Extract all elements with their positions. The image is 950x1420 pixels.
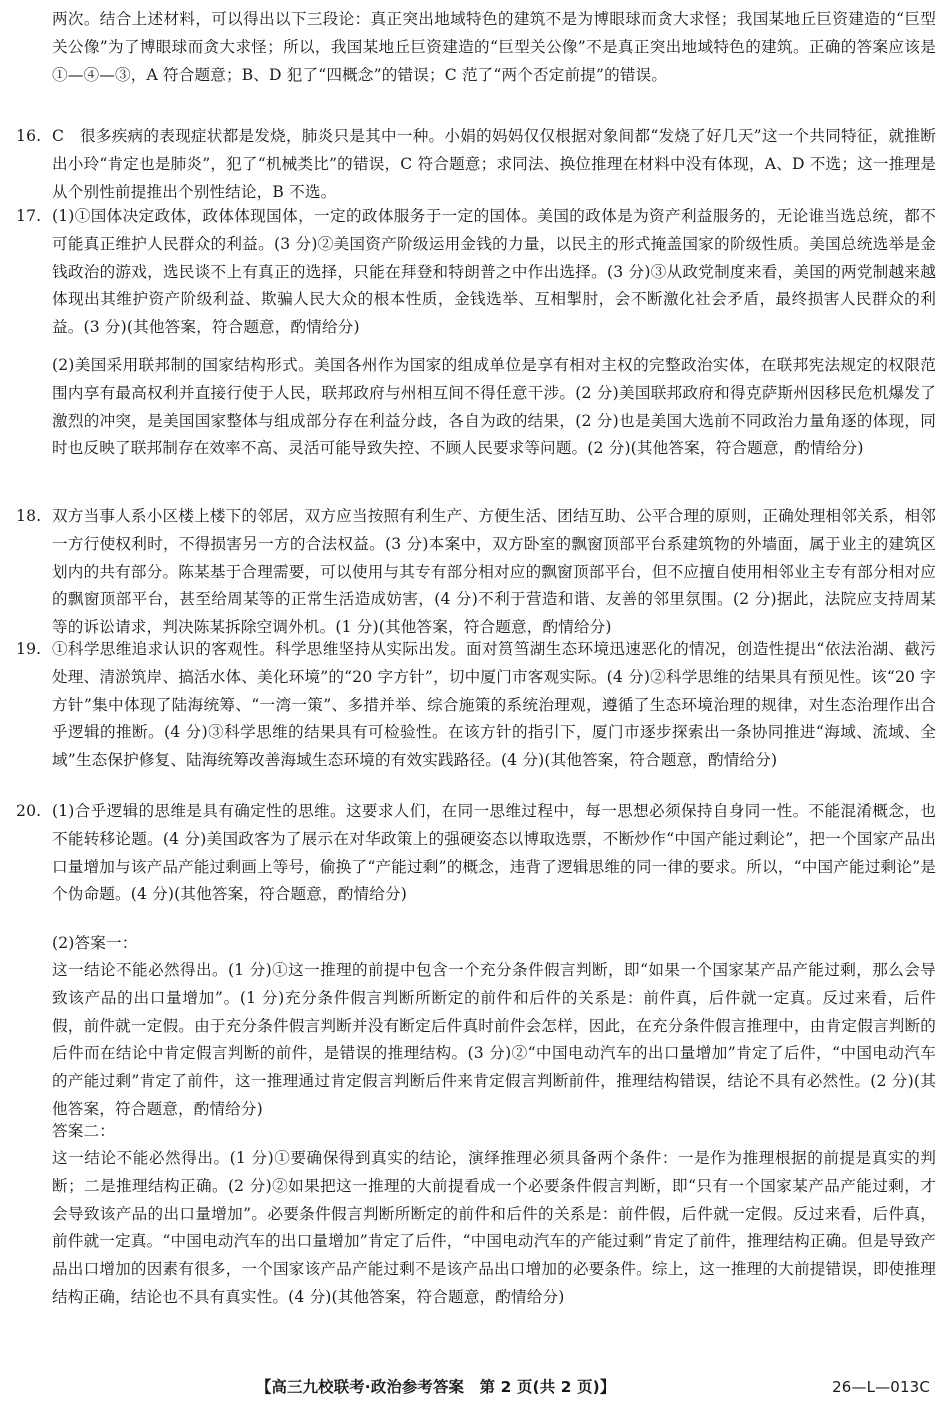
- answer-item-19: [16, 636, 936, 775]
- item-text: 双方当事人系小区楼上楼下的邻居，双方应当按照有利生产、方便生活、团结互助、公平合理的原则，正确处理相邻关系，相邻一方行使权利时，不得损害另一方的合法权益。(3 分)本案中，双方卧室的飘窗顶部平台系建筑物的外墙面，属于业主的建筑区划内的共有部分。陈某基于合理需要，可以使用与其专有部分相对应的飘窗顶部平台，但不应擅自使用相邻业主专有部分相对应的飘窗顶部平台，甚至给周某等的正常生活造成妨害，(4 分)不利于营造和谐、友善的邻里氛围。(2 分)据此，法院应支持周某等的诉讼请求，判决陈某拆除空调外机。(1 分)(其他答案，符合题意，酌情给分): [52, 507, 936, 637]
- answer-one-text: 这一结论不能必然得出。(1 分)①这一推理的前提中包含一个充分条件假言判断，即“如果一个国家某产品产能过剩，那么会导致该产品的出口量增加”。(1 分)充分条件假言判断所断定的前件和后件的关系是：前件真，后件就一定真。反过来看，后件假，前件就一定假。由于充分条件假言判断并没有断定后件真时前件会怎样，因此，在充分条件假言推理中，由肯定假言判断的后件而在结论中肯定假言判断的前件，是错误的推理结构。(3 分)②“中国电动汽车的出口量增加”肯定了后件，“中国电动汽车的产能过剩”肯定了前件，这一推理通过肯定假言判断后件来肯定假言判断前件，推理结构错误，结论不具有必然性。(2 分)(其他答案，符合题意，酌情给分): [52, 961, 936, 1118]
- answer-two-text: 这一结论不能必然得出。(1 分)①要确保得到真实的结论，演绎推理必须具备两个条件：一是作为推理根据的前提是真实的判断；二是推理结构正确。(2 分)②如果把这一推理的大前提看成一个必要条件假言判断，即“只有一个国家某产品产能过剩，才会导致该产品的出口量增加”。必要条件假言判断所断定的前件和后件的关系是：前件假，后件就一定假。反过来看，后件真，前件就一定真。“中国电动汽车的出口量增加”肯定了后件，“中国电动汽车的产能过剩”肯定了前件，推理结构正确。但是导致产品出口增加的因素有很多，一个国家该产品产能过剩不是该产品出口增加的必要条件。综上，这一推理的大前提错误，即使推理结构正确，结论也不具有真实性。(4 分)(其他答案，符合题意，酌情给分): [52, 1149, 936, 1306]
- page-footer: [0, 1374, 950, 1404]
- item-text: (1)合乎逻辑的思维是具有确定性的思维。这要求人们，在同一思维过程中，每一思想必须保持自身同一性。不能混淆概念，也不能转移论题。(4 分)美国政客为了展示在对华政策上的强硬姿态以博取选票，不断炒作“中国产能过剩论”，把一个国家产品出口量增加与该产品产能过剩画上等号，偷换了“产能过剩”的概念，违背了逻辑思维的同一律的要求。所以，“中国产能过剩论”是个伪命题。(4 分)(其他答案，符合题意，酌情给分): [52, 802, 936, 904]
- answer-item-20: [16, 798, 936, 909]
- answer-two-label: 答案二：: [52, 1122, 115, 1140]
- item-number: 17.: [16, 207, 42, 225]
- item-20-part-2-label: (2)答案一：: [52, 934, 138, 952]
- item-number: 20.: [16, 802, 42, 820]
- item-text: C 很多疾病的表现症状都是发烧，肺炎只是其中一种。小娟的妈妈仅仅根据对象间都“发烧了好几天”这一个共同特征，就推断出小玲“肯定也是肺炎”，犯了“机械类比”的错误，C 符合题意；求同法、换位推理在材料中没有体现，A、D 不选；这一推理是从个别性前提推出个别性结论，B 不选。: [52, 127, 936, 201]
- footer-title: 【高三九校联考·政治参考答案 第 2 页(共 2 页)】: [256, 1378, 616, 1396]
- answer-item-17: [16, 203, 936, 342]
- item-text: ①科学思维追求认识的客观性。科学思维坚持从实际出发。面对筼筜湖生态环境迅速恶化的情况，创造性提出“依法治湖、截污处理、清淤筑岸、搞活水体、美化环境”的“20 字方针”，切中厦门市客观实际。(4 分)②科学思维的结果具有预见性。该“20 字方针”集中体现了陆海统筹、“一湾一策”、多措并举、综合施策的系统治理观，遵循了生态环境治理的规律，对生态治理作出合乎逻辑的推断。(4 分)③科学思维的结果具有可检验性。在该方针的指引下，厦门市逐步探索出一条协同推进“海域、流域、全域”生态保护修复、陆海统筹改善海域生态环境的有效实践路径。(4 分)(其他答案，符合题意，酌情给分): [52, 640, 936, 770]
- item-number: 16.: [16, 127, 42, 145]
- item-number: 18.: [16, 507, 42, 525]
- item-number: 19.: [16, 640, 42, 658]
- answer-item-17-part-2: (2)美国采用联邦制的国家结构形式。美国各州作为国家的组成单位是享有相对主权的完整政治实体，在联邦宪法规定的权限范围内享有最高权利并直接行使于人民，联邦政府与州相互间不得任意干涉。(2 分)美国联邦政府和得克萨斯州因移民危机爆发了激烈的冲突，是美国国家整体与组成部分存在利益分歧，各自为政的结果，(2 分)也是美国大选前不同政治力量角逐的体现，同时也反映了联邦制存在效率不高、灵活可能导致失控、不顾人民要求等问题。(2 分)(其他答案，符合题意，酌情给分): [52, 356, 936, 458]
- intro-paragraph: 两次。结合上述材料，可以得出以下三段论：真正突出地域特色的建筑不是为博眼球而贪大求怪；我国某地丘巨资建造的“巨型关公像”为了博眼球而贪大求怪；所以，我国某地丘巨资建造的“巨型关公像”不是真正突出地域特色的建筑。正确的答案应该是①—④—③，A 符合题意；B、D 犯了“四概念”的错误；C 范了“两个否定前提”的错误。: [52, 10, 936, 84]
- item-text: (1)①国体决定政体，政体体现国体，一定的政体服务于一定的国体。美国的政体是为资产利益服务的，无论谁当选总统，都不可能真正维护人民群众的利益。(3 分)②美国资产阶级运用金钱的力量，以民主的形式掩盖国家的阶级性质。美国总统选举是金钱政治的游戏，选民谈不上有真正的选择，只能在拜登和特朗普之中作出选择。(3 分)③从政党制度来看，美国的两党制越来越体现出其维护资产阶级利益、欺骗人民大众的根本性质，金钱选举、互相掣肘，会不断激化社会矛盾，最终损害人民群众的利益。(3 分)(其他答案，符合题意，酌情给分): [52, 207, 936, 337]
- footer-code: 26—L—013C: [832, 1378, 930, 1396]
- answer-item-16: [16, 123, 936, 206]
- answer-item-18: [16, 503, 936, 642]
